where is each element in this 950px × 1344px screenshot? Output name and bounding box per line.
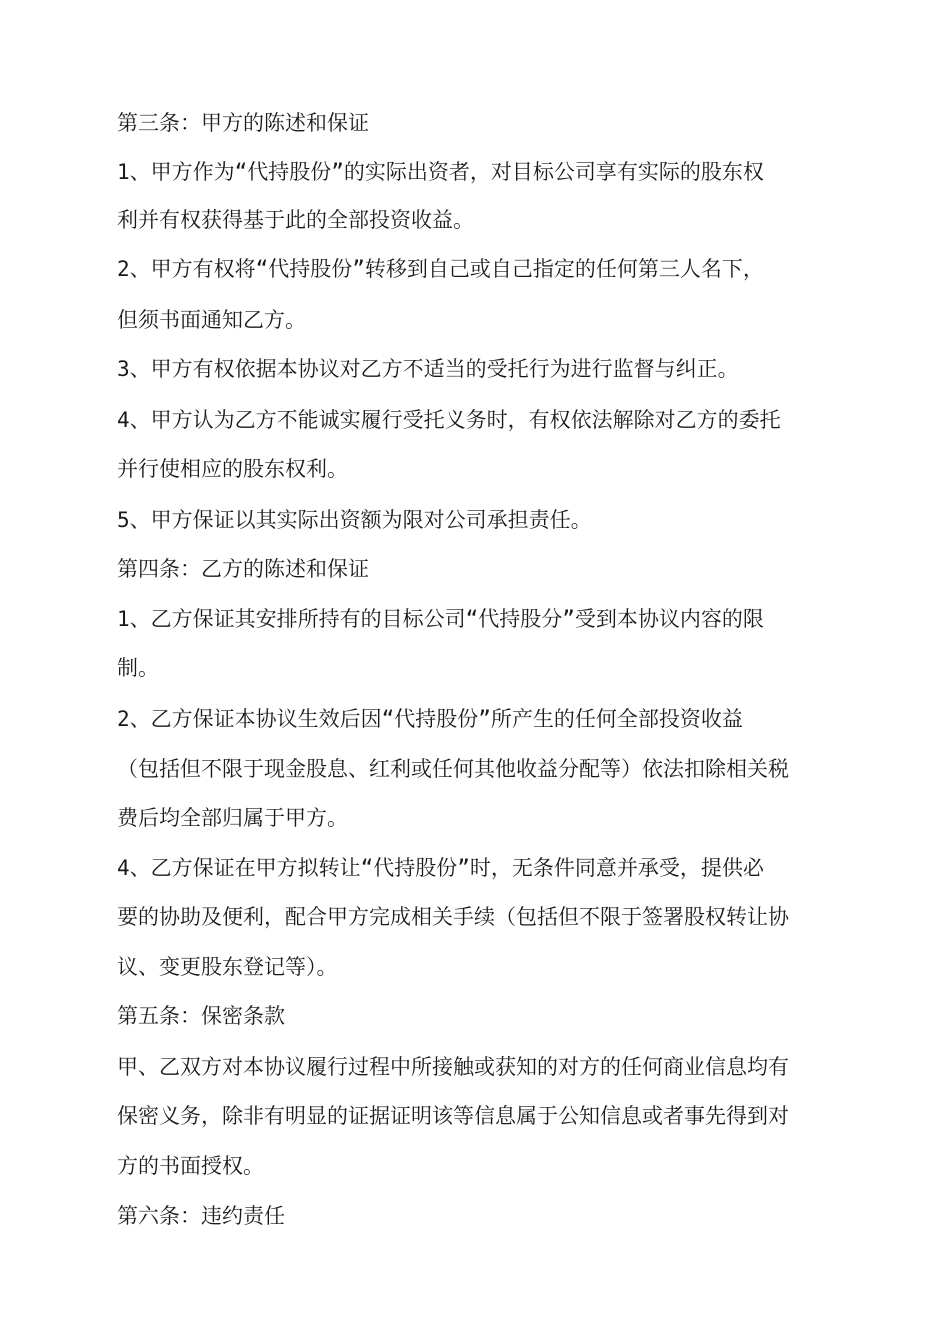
paragraph-line: 3、甲方有权依据本协议对乙方不适当的受托行为进行监督与纠正。 [117,357,739,381]
paragraph-line: 费后均全部归属于甲方。 [117,806,348,830]
paragraph-line: 2、甲方有权将“代持股份”转移到自己或自己指定的任何第三人名下， [117,257,764,281]
heading-article-5: 第五条：保密条款 [117,1004,285,1028]
heading-article-3: 第三条：甲方的陈述和保证 [117,111,369,135]
heading-article-4: 第四条：乙方的陈述和保证 [117,557,369,581]
heading-article-6: 第六条：违约责任 [117,1204,285,1228]
paragraph-line: 但须书面通知乙方。 [117,308,306,332]
paragraph-line: 要的协助及便利，配合甲方完成相关手续（包括但不限于签署股权转让协 [117,905,789,929]
paragraph-line: 制。 [117,656,159,680]
paragraph-line: 1、乙方保证其安排所持有的目标公司“代持股分”受到本协议内容的限 [117,607,764,631]
paragraph-line: 2、乙方保证本协议生效后因“代持股份”所产生的任何全部投资收益 [117,707,743,731]
paragraph-line: 5、甲方保证以其实际出资额为限对公司承担责任。 [117,508,592,532]
paragraph-line: 4、乙方保证在甲方拟转让“代持股份”时，无条件同意并承受，提供必 [117,856,764,880]
paragraph-line: 并行使相应的股东权利。 [117,457,348,481]
paragraph-line: 方的书面授权。 [117,1154,264,1178]
paragraph-line: 1、甲方作为“代持股份”的实际出资者，对目标公司享有实际的股东权 [117,160,764,184]
paragraph-line: 甲、乙双方对本协议履行过程中所接触或获知的对方的任何商业信息均有 [117,1055,789,1079]
paragraph-line: 利并有权获得基于此的全部投资收益。 [117,208,474,232]
paragraph-line: 议、变更股东登记等）。 [117,955,338,979]
paragraph-line: 保密义务，除非有明显的证据证明该等信息属于公知信息或者事先得到对 [117,1104,789,1128]
paragraph-line: （包括但不限于现金股息、红利或任何其他收益分配等）依法扣除相关税 [117,757,789,781]
paragraph-line: 4、甲方认为乙方不能诚实履行受托义务时，有权依法解除对乙方的委托 [117,408,781,432]
